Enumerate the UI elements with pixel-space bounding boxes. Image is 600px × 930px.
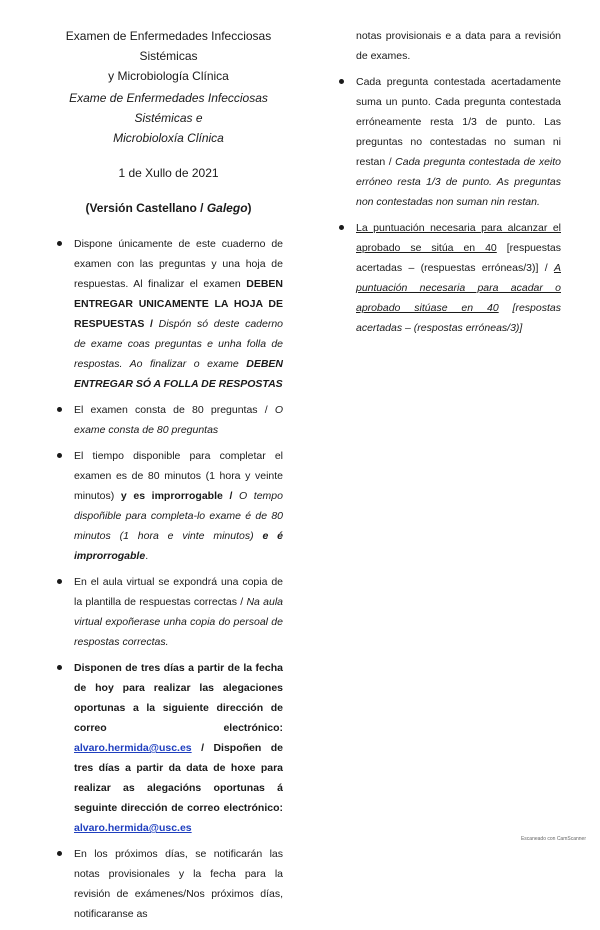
list-item: La puntuación necesaria para alcanzar el aprobado se sitúa en 40 [respuestas acertadas – (respuestas erróneas/3)] / A puntuación necesaria para acadar o aprobado sitúase en 40 [respostas acertadas – (respostas erróneas/3)] — [336, 218, 561, 338]
email-link[interactable]: alvaro.hermida@usc.es — [74, 822, 192, 834]
list-item: Dispone únicamente de este cuaderno de examen con las preguntas y una hoja de respuestas. Al finalizar el examen DEBEN ENTREGAR UNICAMENTE LA HOJA DE RESPUESTAS / Dispón só deste caderno de exame coas preguntas e unha folla de respostas. Ao finalizar o exame DEBEN ENTREGAR SÓ A FOLLA DE RESPOSTAS — [54, 234, 283, 394]
list-item: En los próximos días, se notificarán las notas provisionales y la fecha para la revisión de exámenes/Nos próximos días, notificaranse as — [54, 844, 283, 924]
list-item-continuation: notas provisionais e a data para a revisión de exames. — [356, 30, 561, 62]
exam-date: 1 de Xullo de 2021 — [118, 166, 219, 180]
bullet-icon — [57, 851, 62, 856]
list-item: Disponen de tres días a partir de la fecha de hoy para realizar las alegaciones oportunas a la siguiente dirección de correo electrónico: alvaro.hermida@usc.es / Dispoñen de tres días a partir da data de hoxe para realizar as alegacións oportunas á seguinte dirección de correo electrónico: alvaro.hermida@usc.es — [54, 658, 283, 838]
email-link[interactable]: alvaro.hermida@usc.es — [74, 742, 192, 754]
rules-list-right — [336, 72, 561, 338]
bullet-icon — [57, 241, 62, 246]
bullet-icon — [339, 225, 344, 230]
scanner-watermark: Escaneado con CamScanner — [520, 836, 586, 842]
title-galician: Exame de Enfermedades Infecciosas Sistémicas e Microbioloxía Clínica — [69, 91, 268, 145]
right-column — [336, 26, 561, 344]
bullet-icon — [57, 453, 62, 458]
bullet-icon — [57, 579, 62, 584]
left-column — [54, 26, 283, 930]
exam-header — [54, 26, 283, 218]
bullet-icon — [57, 407, 62, 412]
bullet-icon — [339, 79, 344, 84]
title-spanish: Examen de Enfermedades Infecciosas Sistémicas y Microbiología Clínica — [65, 29, 272, 83]
list-item: El tiempo disponible para completar el examen es de 80 minutos (1 hora y veinte minutos) y es improrrogable / O tempo dispoñible para completa-lo exame é de 80 minutos (1 hora e vinte minutos) e é improrrogable. — [54, 446, 283, 566]
version-line: (Versión Castellano / Galego) — [85, 201, 252, 215]
list-item: En el aula virtual se expondrá una copia de la plantilla de respuestas correctas / Na aula virtual expoñerase unha copia do persoal de respostas correctas. — [54, 572, 283, 652]
bullet-icon — [57, 665, 62, 670]
rules-list-left — [54, 234, 283, 924]
list-item: El examen consta de 80 preguntas / O exame consta de 80 preguntas — [54, 400, 283, 440]
list-item: Cada pregunta contestada acertadamente suma un punto. Cada pregunta contestada erróneamente resta 1/3 de punto. Las preguntas no contestadas no suman ni restan / Cada pregunta contestada de xeito erróneo resta 1/3 de punto. As preguntas non contestadas non suman nin restan. — [336, 72, 561, 212]
